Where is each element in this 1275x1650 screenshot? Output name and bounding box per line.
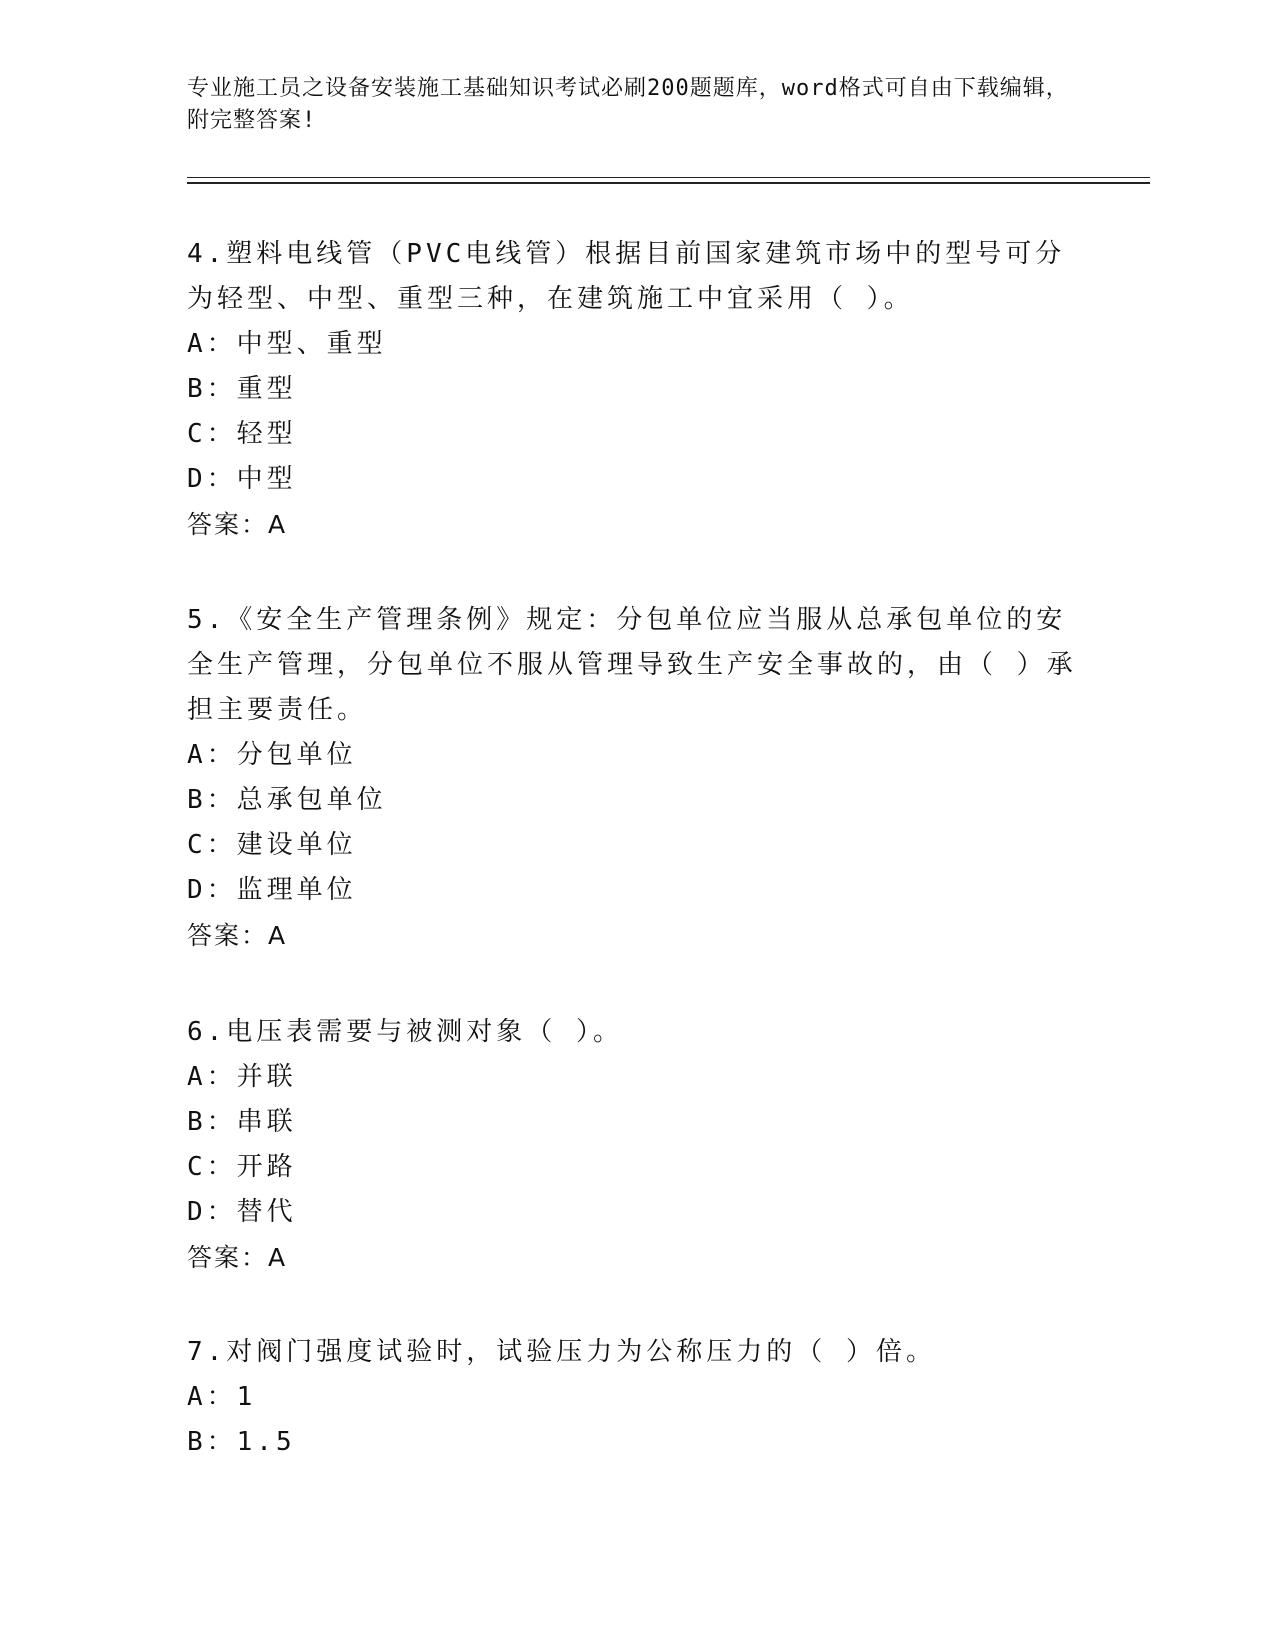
option-c: C：开路	[187, 1152, 297, 1182]
question-5	[187, 598, 1087, 958]
option-c: C：建设单位	[187, 830, 357, 860]
question-stem: 7.对阀门强度试验时，试验压力为公称压力的（ ）倍。	[187, 1337, 936, 1367]
option-b: B：串联	[187, 1107, 297, 1137]
header-divider-thin	[187, 177, 1150, 178]
header-divider-thick	[187, 182, 1150, 184]
option-a: A：分包单位	[187, 740, 357, 770]
answer: 答案：A	[187, 1243, 288, 1272]
option-d: D：替代	[187, 1197, 297, 1227]
option-b: B：总承包单位	[187, 785, 387, 815]
answer: 答案：A	[187, 921, 288, 950]
question-4	[187, 232, 1087, 547]
question-6	[187, 1010, 1087, 1280]
document-title: 专业施工员之设备安装施工基础知识考试必刷200题题库，word格式可自由下载编辑，附完整答案!	[187, 76, 1069, 133]
option-b: B：重型	[187, 374, 297, 404]
option-a: A：1	[187, 1382, 257, 1412]
document-header	[187, 73, 1087, 137]
option-d: D：监理单位	[187, 875, 357, 905]
option-c: C：轻型	[187, 419, 297, 449]
option-d: D：中型	[187, 464, 297, 494]
question-stem: 4.塑料电线管（PVC电线管）根据目前国家建筑市场中的型号可分为轻型、中型、重型三种，在建筑施工中宜采用（ ）。	[187, 239, 1066, 314]
question-7	[187, 1330, 1087, 1465]
question-stem: 6.电压表需要与被测对象（ ）。	[187, 1017, 623, 1047]
option-b: B：1.5	[187, 1427, 296, 1457]
answer: 答案：A	[187, 510, 288, 539]
option-a: A：中型、重型	[187, 329, 387, 359]
option-a: A：并联	[187, 1062, 297, 1092]
question-stem: 5.《安全生产管理条例》规定：分包单位应当服从总承包单位的安全生产管理，分包单位不服从管理导致生产安全事故的，由（ ）承担主要责任。	[187, 605, 1077, 725]
